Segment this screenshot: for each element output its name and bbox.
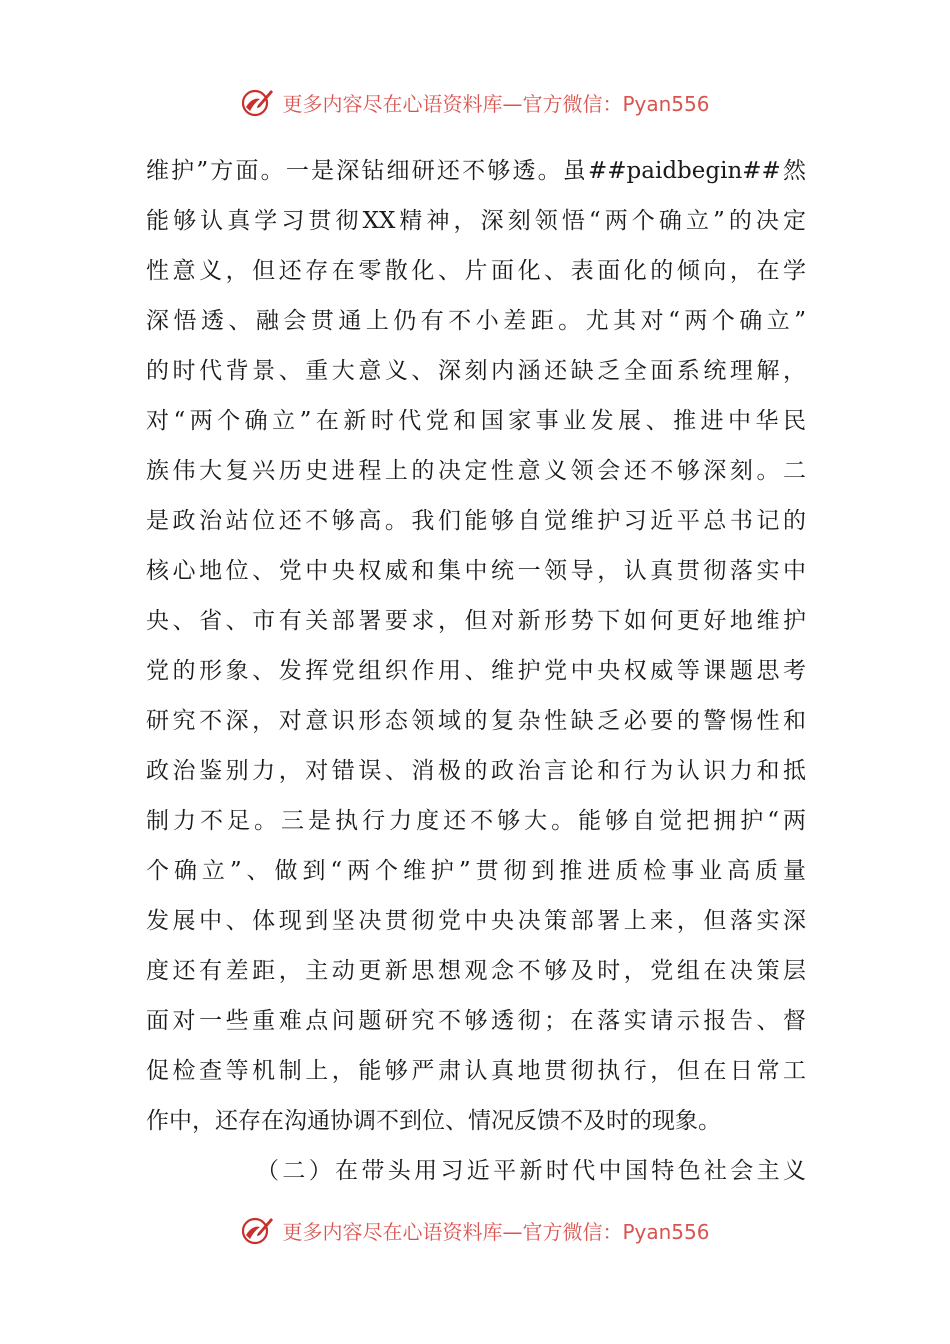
text-line: 深悟透、融会贯通上仍有不小差距。尤其对“两个确立” [146, 308, 806, 334]
text-line: 面对一些重难点问题研究不够透彻；在落实请示报告、督 [146, 1008, 806, 1034]
text-line: 研究不深，对意识形态领域的复杂性缺乏必要的警惕性和 [146, 708, 806, 734]
document-body [146, 146, 806, 1196]
header-banner [0, 82, 950, 122]
text-line: 是政治站位还不够高。我们能够自觉维护习近平总书记的 [146, 508, 806, 534]
text-line: 作中，还存在沟通协调不到位、情况反馈不及时的现象。 [146, 1108, 721, 1134]
text-line: 促检查等机制上，能够严肃认真地贯彻执行，但在日常工 [146, 1058, 806, 1084]
text-line: 的时代背景、重大意义、深刻内涵还缺乏全面系统理解， [146, 358, 806, 384]
text-line: 维护”方面。一是深钻细研还不够透。虽##paidbegin##然 [146, 158, 806, 184]
section-heading: （二）在带头用习近平新时代中国特色社会主义 [256, 1158, 806, 1184]
text-line: 族伟大复兴历史进程上的决定性意义领会还不够深刻。二 [146, 458, 806, 484]
text-line: 央、省、市有关部署要求，但对新形势下如何更好地维护 [146, 608, 806, 634]
text-line: 个确立”、做到“两个维护”贯彻到推进质检事业高质量 [146, 858, 806, 884]
text-line: 能够认真学习贯彻XX精神，深刻领悟“两个确立”的决定 [146, 208, 806, 234]
text-line: 对“两个确立”在新时代党和国家事业发展、推进中华民 [146, 408, 806, 434]
pen-logo-icon [240, 85, 274, 119]
footer-banner-text: 更多内容尽在心语资料库—官方微信：Pyan556 [282, 1219, 710, 1244]
text-line: 核心地位、党中央权威和集中统一领导，认真贯彻落实中 [146, 558, 806, 584]
text-line: 发展中、体现到坚决贯彻党中央决策部署上来，但落实深 [146, 908, 806, 934]
text-line: 度还有差距，主动更新思想观念不够及时，党组在决策层 [146, 958, 806, 984]
text-line: 制力不足。三是执行力度还不够大。能够自觉把拥护“两 [146, 808, 806, 834]
text-line: 政治鉴别力，对错误、消极的政治言论和行为认识力和抵 [146, 758, 806, 784]
pen-logo-icon [240, 1213, 274, 1247]
footer-banner [0, 1210, 950, 1250]
text-line: 党的形象、发挥党组织作用、维护党中央权威等课题思考 [146, 658, 806, 684]
text-line: 性意义，但还存在零散化、片面化、表面化的倾向，在学 [146, 258, 806, 284]
header-banner-text: 更多内容尽在心语资料库—官方微信：Pyan556 [282, 91, 710, 116]
